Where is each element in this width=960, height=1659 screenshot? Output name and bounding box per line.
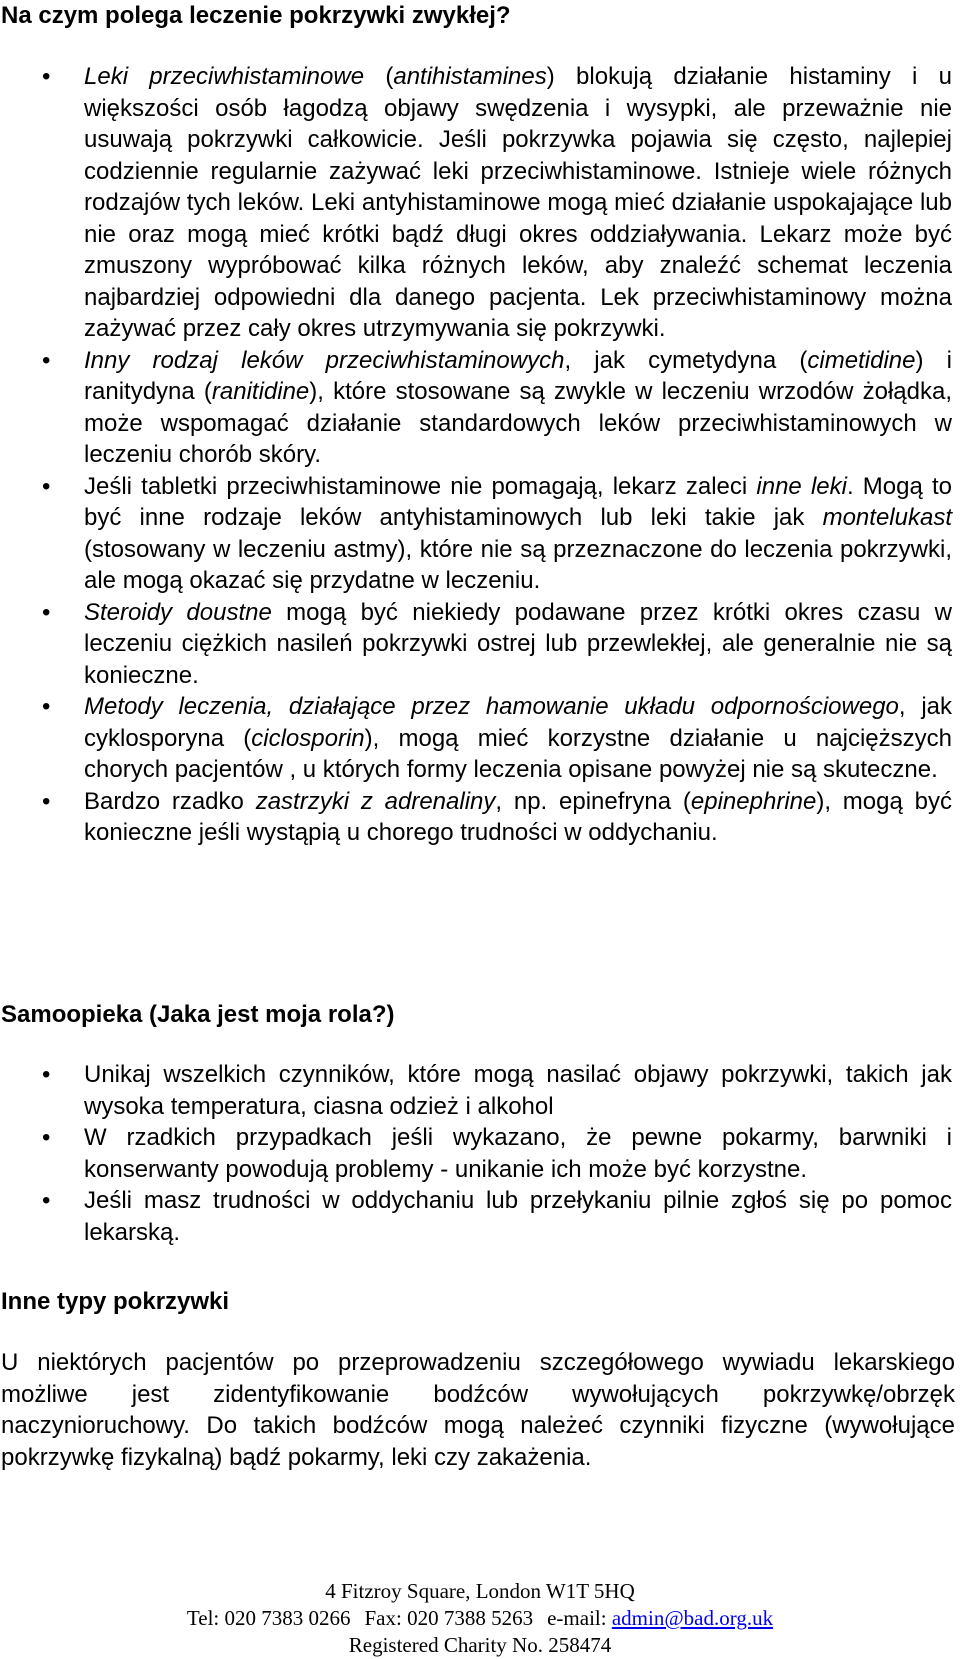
bullet-icon: • (42, 1061, 51, 1088)
bullet-icon: • (42, 63, 51, 90)
footer-email-link[interactable]: admin@bad.org.uk (611, 1606, 774, 1630)
section-heading-other-types: Inne typy pokrzywki (1, 1288, 230, 1315)
treatment-list (0, 61, 956, 849)
bullet-icon: • (42, 346, 51, 374)
list-item: • Jeśli masz trudności w oddychaniu lub przełykaniu pilnie zgłoś się po pomoc lekarską. (42, 1187, 952, 1246)
footer-tel: Tel: 020 7383 0266 (186, 1606, 351, 1630)
bullet-icon: • (42, 693, 51, 720)
other-types-paragraph: U niektórych pacjentów po przeprowadzeniu szczegółowego wywiadu lekarskiego możliwe jest zidentyfikowanie bodźców wywołujących pokrzywkę/obrzęk naczynioruchowy. Do takich bodźców mogą należeć czynniki fizyczne (wywołujące pokrzywkę fizykalną) bądź pokarmy, leki czy zakażenia. (1, 1349, 955, 1471)
bullet-icon: • (42, 1124, 51, 1151)
section-other-types (1, 1287, 955, 1317)
bullet-icon: • (42, 598, 51, 626)
footer-contact (0, 1605, 960, 1632)
footer-fax: Fax: 020 7388 5263 (364, 1606, 534, 1630)
list-item: • Bardzo rzadko zastrzyki z adrenaliny, np. epinefryna (epinephrine), mogą być konieczne jeśli wystąpią u chorego trudności w oddychaniu. (42, 787, 952, 846)
list-item: • Inny rodzaj leków przeciwhistaminowych, jak cymetydyna (cimetidine) i ranitydyna (ranitidine), które stosowane są zwykle w leczeniu wrzodów żołądka, może wspomagać działanie standardowych leków przeciwhistaminowych w leczeniu chorób skóry. (42, 346, 953, 468)
list-item: • Leki przeciwhistaminowe (antihistamines) blokują działanie histaminy i u większości osób łagodzą objawy swędzenia i wysypki, ale przeważnie nie usuwają pokrzywki całkowicie. Jeśli pokrzywka pojawia się często, najlepiej codziennie regularnie zażywać leki przeciwhistaminowe. Istnieje wiele różnych rodzajów tych leków. Leki antyhistaminowe mogą mieć działanie uspokajające lub nie oraz mogą mieć krótki bądź długi okres oddziaływania. Lekarz może być zmuszony wypróbować kilka różnych leków, aby znaleźć schemat leczenia najbardziej odpowiedni dla danego pacjenta. Lek przeciwhistaminowy można zażywać przez cały okres utrzymywania się pokrzywki. (42, 63, 952, 342)
self-care-list (0, 1059, 956, 1248)
footer-address: 4 Fitzroy Square, London W1T 5HQ (325, 1579, 635, 1603)
list-item: • Jeśli tabletki przeciwhistaminowe nie pomagają, lekarz zaleci inne leki. Mogą to być inne rodzaje leków antyhistaminowych lub leki takie jak montelukast (stosowany w leczeniu astmy), które nie są przeznaczone do leczenia pokrzywki, ale mogą okazać się przydatne w leczeniu. (42, 472, 952, 594)
section-treatment (1, 1, 955, 31)
footer-email-label: e-mail: (547, 1606, 612, 1630)
section-heading-self-care: Samoopieka (Jaka jest moja rola?) (1, 1001, 395, 1028)
section-self-care (1, 1000, 955, 1030)
footer-charity: Registered Charity No. 258474 (348, 1633, 612, 1657)
bullet-icon: • (42, 787, 51, 815)
footer (0, 1578, 960, 1659)
list-item: • Steroidy doustne mogą być niekiedy podawane przez krótki okres czasu w leczeniu ciężkich nasileń pokrzywki ostrej lub przewlekłej, ale generalnie nie są konieczne. (42, 598, 952, 689)
list-item: • Metody leczenia, działające przez hamowanie układu odpornościowego, jak cyklosporyna (ciclosporin), mogą mieć korzystne działanie u najcięższych chorych pacjentów , u których formy leczenia opisane powyżej nie są skuteczne. (42, 693, 953, 783)
bullet-icon: • (42, 1187, 51, 1214)
section-heading-treatment: Na czym polega leczenie pokrzywki zwykłej? (1, 2, 511, 29)
bullet-icon: • (42, 472, 51, 500)
list-item: • Unikaj wszelkich czynników, które mogą nasilać objawy pokrzywki, takich jak wysoka temperatura, ciasna odzież i alkohol (42, 1061, 952, 1120)
list-item: • W rzadkich przypadkach jeśli wykazano, że pewne pokarmy, barwniki i konserwanty powodują problemy - unikanie ich może być korzystne. (42, 1124, 952, 1183)
